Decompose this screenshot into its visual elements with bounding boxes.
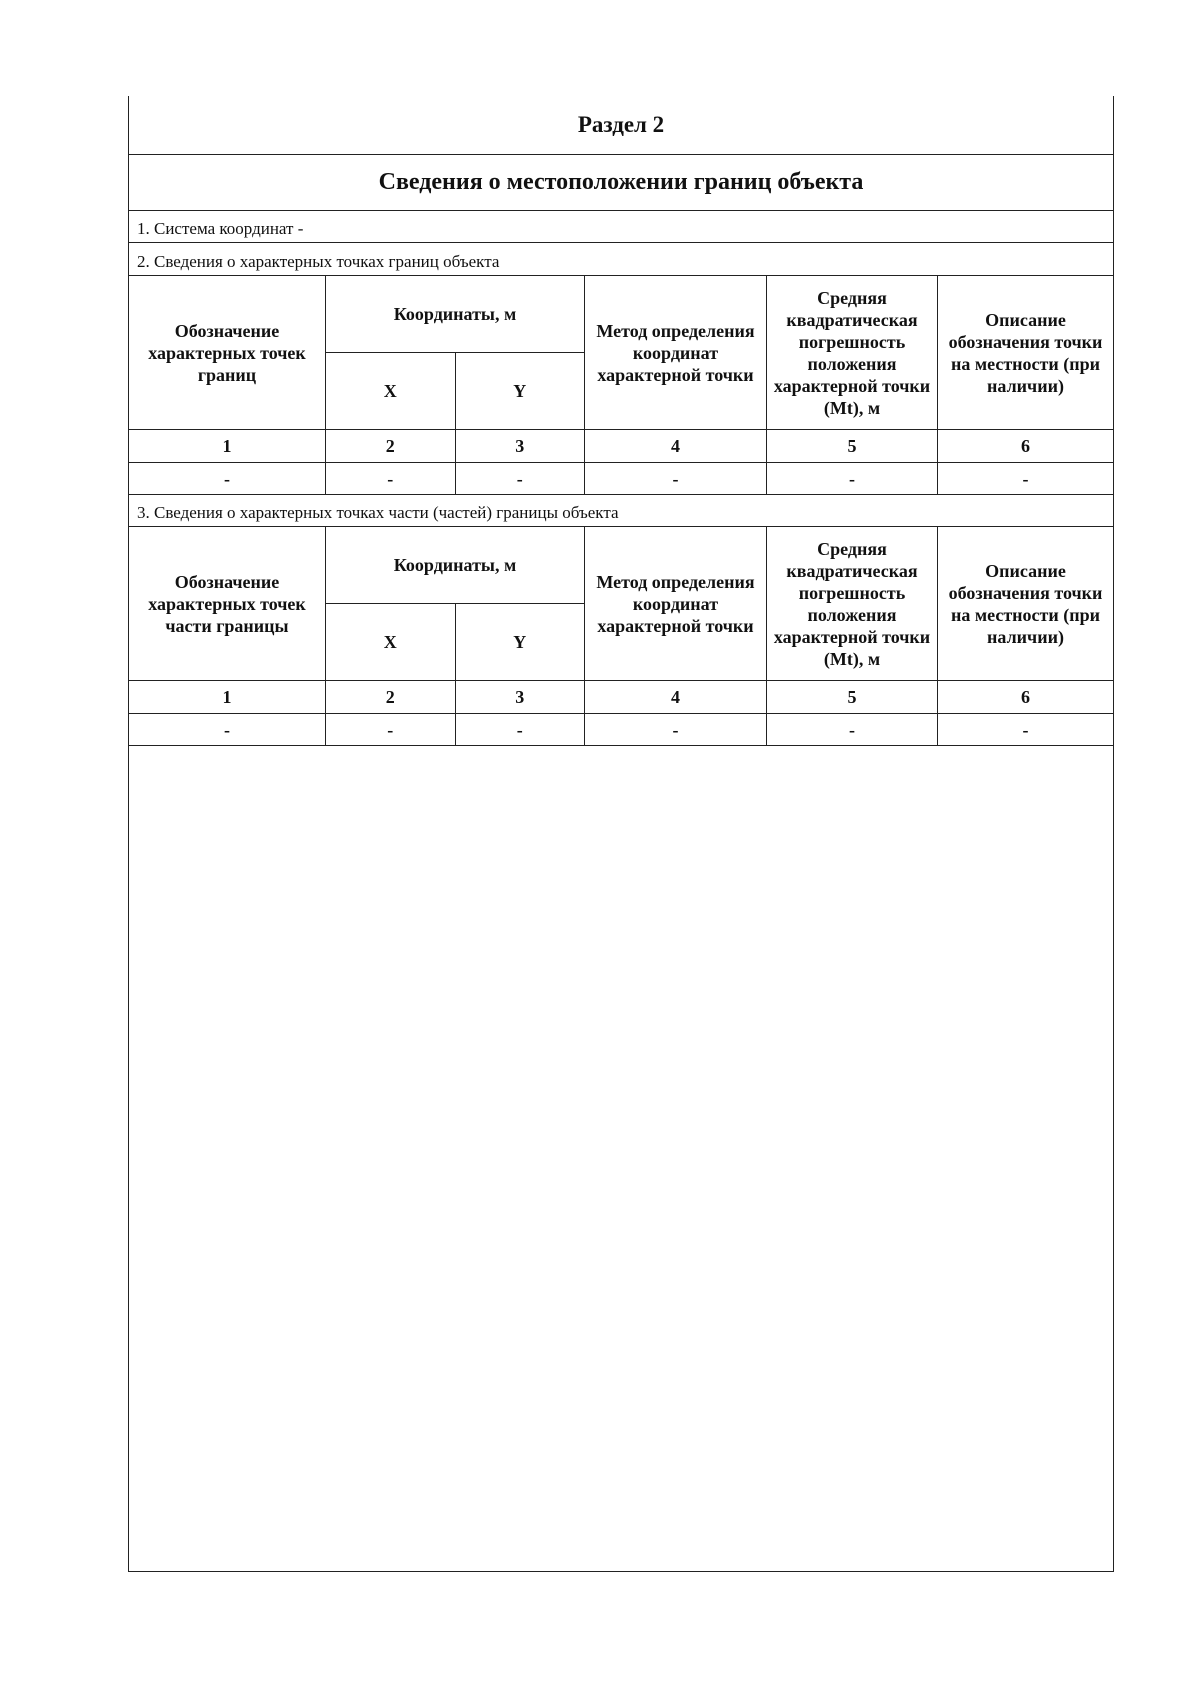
column-number: 1 <box>129 430 326 463</box>
header-coords: Координаты, м <box>326 276 585 353</box>
header-method: Метод определения координат характерной точки <box>585 527 767 681</box>
table2-caption: 3. Сведения о характерных точках части (частей) границы объекта <box>129 494 1113 527</box>
column-number: 6 <box>938 681 1114 714</box>
table-cell: - <box>767 463 938 495</box>
table1-caption: 2. Сведения о характерных точках границ объекта <box>129 243 1113 276</box>
table-cell: - <box>326 714 456 746</box>
header-x: X <box>326 353 456 430</box>
header-error: Средняя квадратическая погрешность положения характерной точки (Mt), м <box>767 527 938 681</box>
column-number: 2 <box>326 681 456 714</box>
table-cell: - <box>455 463 585 495</box>
column-number: 3 <box>455 681 585 714</box>
table-cell: - <box>129 714 326 746</box>
table-cell: - <box>938 463 1114 495</box>
coord-system-line: 1. Система координат - <box>129 210 1113 243</box>
header-y: Y <box>455 353 585 430</box>
header-description: Описание обозначения точки на местности (при наличии) <box>938 276 1114 430</box>
table-cell: - <box>585 714 767 746</box>
section-title: Раздел 2 <box>129 96 1113 155</box>
column-number: 4 <box>585 430 767 463</box>
table-row <box>129 714 1113 746</box>
table1 <box>129 276 1113 495</box>
column-number: 4 <box>585 681 767 714</box>
column-numbers-row <box>129 681 1113 714</box>
table-cell: - <box>767 714 938 746</box>
table-cell: - <box>585 463 767 495</box>
column-number: 5 <box>767 430 938 463</box>
document-title: Сведения о местоположении границ объекта <box>129 154 1113 211</box>
column-number: 5 <box>767 681 938 714</box>
header-y: Y <box>455 604 585 681</box>
header-x: X <box>326 604 456 681</box>
column-numbers-row <box>129 430 1113 463</box>
table-cell: - <box>455 714 585 746</box>
column-number: 2 <box>326 430 456 463</box>
header-method: Метод определения координат характерной точки <box>585 276 767 430</box>
table-cell: - <box>326 463 456 495</box>
column-number: 3 <box>455 430 585 463</box>
header-error: Средняя квадратическая погрешность положения характерной точки (Mt), м <box>767 276 938 430</box>
table-cell: - <box>938 714 1114 746</box>
header-coords: Координаты, м <box>326 527 585 604</box>
column-number: 1 <box>129 681 326 714</box>
header-description: Описание обозначения точки на местности (при наличии) <box>938 527 1114 681</box>
column-number: 6 <box>938 430 1114 463</box>
table-row <box>129 463 1113 495</box>
header-point: Обозначение характерных точек границ <box>129 276 326 430</box>
document-frame <box>128 96 1114 1572</box>
header-point: Обозначение характерных точек части границы <box>129 527 326 681</box>
table2 <box>129 527 1113 746</box>
table-cell: - <box>129 463 326 495</box>
